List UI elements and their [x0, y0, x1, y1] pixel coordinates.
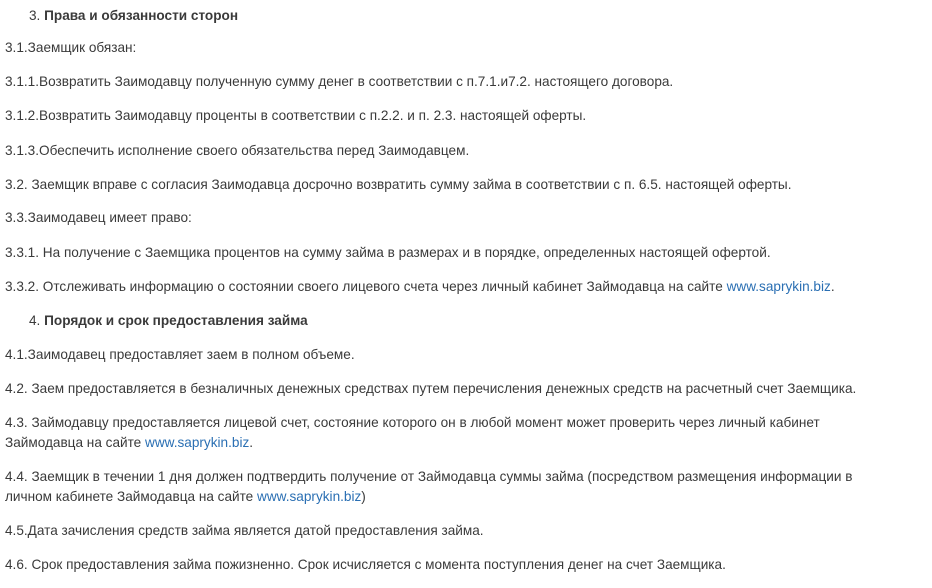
section-4-heading	[29, 311, 929, 331]
paragraph-end: .	[830, 279, 835, 294]
paragraph-4-2: 4.2. Заем предоставляется в безналичных денежных средствах путем перечисления денежных средств на расчетный счет Заемщика.	[5, 381, 857, 396]
paragraph-4-3-line-2	[5, 433, 905, 453]
paragraph-4-1: 4.1.Заимодавец предоставляет заем в полном объеме.	[5, 347, 355, 362]
paragraph-3-2: 3.2. Заемщик вправе с согласия Заимодавца досрочно возвратить сумму займа в соответствии с п. 6.5. настоящей оферты.	[5, 177, 792, 192]
site-link[interactable]: www.saprykin.biz	[257, 489, 362, 504]
paragraph-text: Займодавца на сайте	[5, 435, 146, 450]
section-3-heading	[29, 6, 929, 26]
section-title: Порядок и срок предоставления займа	[44, 313, 308, 328]
paragraph-3-1-1: 3.1.1.Возвратить Заимодавцу полученную сумму денег в соответствии с п.7.1.и7.2. настоящего договора.	[5, 74, 674, 89]
paragraph-3-3-1: 3.3.1. На получение с Заемщика процентов на сумму займа в размерах и в порядке, определенных настоящей офертой.	[5, 245, 771, 260]
paragraph-3-3: 3.3.Заимодавец имеет право:	[5, 210, 192, 225]
section-title: Права и обязанности сторон	[44, 8, 239, 23]
site-link[interactable]: www.saprykin.biz	[145, 435, 250, 450]
paragraph-4-3-line-1: 4.3. Займодавцу предоставляется лицевой счет, состояние которого он в любой момент может проверить через личный кабинет	[5, 415, 820, 430]
site-link[interactable]: www.saprykin.biz	[726, 279, 831, 294]
paragraph-3-1: 3.1.Заемщик обязан:	[5, 40, 137, 55]
paragraph-4-4-line-2	[5, 487, 905, 507]
section-number: 3.	[29, 8, 41, 23]
paragraph-4-5: 4.5.Дата зачисления средств займа является датой предоставления займа.	[5, 523, 484, 538]
paragraph-3-1-2: 3.1.2.Возвратить Заимодавцу проценты в соответствии с п.2.2. и п. 2.3. настоящей оферты.	[5, 108, 587, 123]
paragraph-3-3-2	[5, 277, 905, 297]
section-number: 4.	[29, 313, 41, 328]
paragraph-text: личном кабинете Займодавца на сайте	[5, 489, 258, 504]
paragraph-4-6: 4.6. Срок предоставления займа пожизненно. Срок исчисляется с момента поступления денег на счет Заемщика.	[5, 557, 726, 572]
paragraph-end: .	[249, 435, 254, 450]
paragraph-text: 3.3.2. Отслеживать информацию о состоянии своего лицевого счета через личный кабинет Займодавца на сайте	[5, 279, 727, 294]
paragraph-end: )	[361, 489, 366, 504]
paragraph-4-4-line-1: 4.4. Заемщик в течении 1 дня должен подтвердить получение от Займодавца суммы займа (посредством размещения информации в	[5, 469, 853, 484]
paragraph-3-1-3: 3.1.3.Обеспечить исполнение своего обязательства перед Заимодавцем.	[5, 143, 470, 158]
